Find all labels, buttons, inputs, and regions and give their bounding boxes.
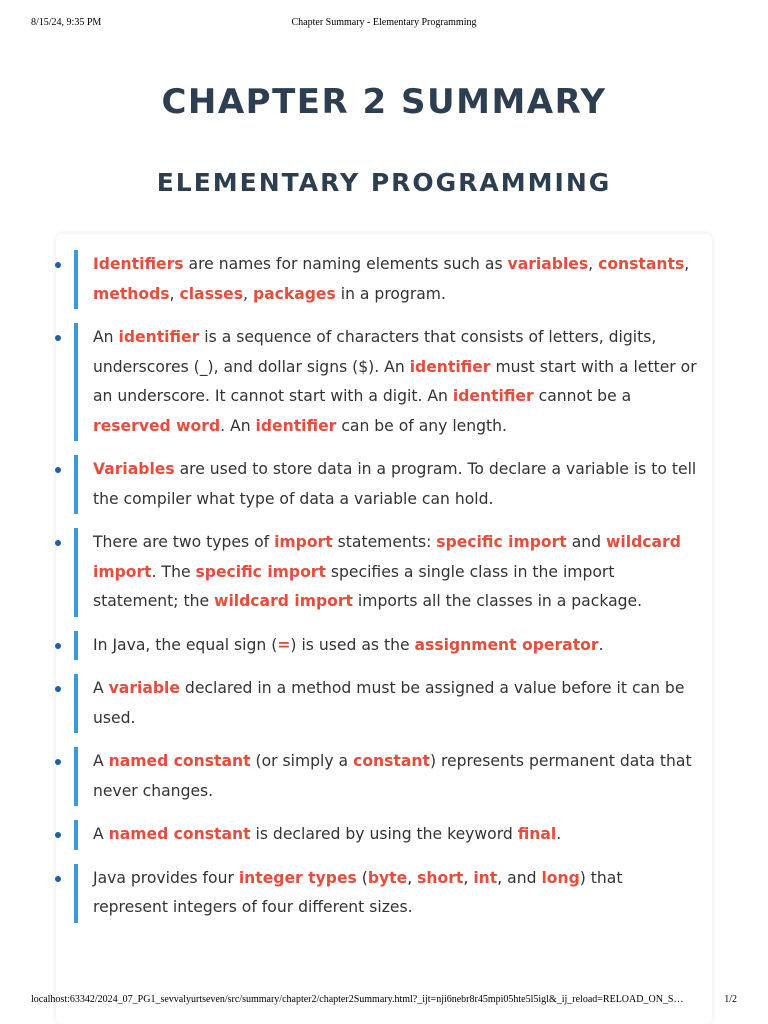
bullet-icon (55, 643, 61, 649)
summary-text (93, 747, 697, 806)
summary-text-segment: . The (151, 562, 196, 581)
accent-bar (74, 250, 78, 309)
accent-bar (74, 864, 78, 923)
summary-text (93, 674, 697, 733)
bullet-icon (55, 335, 61, 341)
summary-text-segment: ) is used as the (290, 635, 415, 654)
summary-text-segment: statements: (332, 533, 437, 551)
summary-text (93, 250, 697, 309)
summary-text-segment: is declared by using the keyword (250, 825, 518, 843)
keyword: = (277, 635, 291, 654)
summary-item (0, 455, 768, 514)
summary-text (93, 323, 697, 441)
summary-text-segment: ) that represent integers of four different sizes. (93, 868, 623, 916)
print-header (0, 17, 768, 31)
keyword: assignment operator (414, 635, 599, 654)
summary-item (0, 747, 768, 806)
page-title: CHAPTER 2 SUMMARY (161, 82, 607, 122)
summary-text-segment: ( (356, 868, 368, 887)
summary-text-segment: are names for naming elements such as (183, 255, 508, 273)
summary-text-segment: can be of any length. (336, 416, 508, 435)
summary-text-segment: . (556, 825, 562, 843)
summary-item (0, 674, 768, 733)
keyword: named constant (108, 825, 251, 843)
keyword: classes (179, 284, 244, 303)
summary-text (93, 631, 697, 661)
keyword: constants (598, 255, 685, 273)
summary-text-segment: , (407, 868, 418, 887)
page-number: 1/2 (724, 994, 737, 1005)
summary-text-segment: . (598, 635, 604, 654)
keyword: specific import (436, 533, 567, 551)
summary-text-segment: are used to store data in a program. To declare a variable is to tell the compiler what type of data a variable can hold. (93, 460, 697, 508)
keyword: variable (108, 679, 180, 697)
keyword: variables (507, 255, 589, 273)
accent-bar (74, 323, 78, 441)
bullet-icon (55, 759, 61, 765)
summary-item (0, 631, 768, 661)
keyword: long (541, 868, 580, 887)
summary-text-segment: is a sequence of characters that consists of letters, digits, underscores (_), and dollar signs ($). An (93, 328, 657, 376)
keyword: identifier (452, 387, 534, 405)
print-document-title: Chapter Summary - Elementary Programming (291, 17, 477, 28)
summary-text (93, 820, 697, 850)
summary-text-segment: , (243, 284, 253, 303)
summary-text-segment: , (588, 255, 599, 273)
summary-item (0, 528, 768, 617)
bullet-icon (55, 540, 61, 546)
summary-text-segment: A (93, 825, 109, 843)
summary-text-segment: in a program. (335, 284, 446, 303)
summary-item (0, 864, 768, 923)
summary-text-segment: , (684, 255, 690, 273)
keyword: import (274, 533, 333, 551)
summary-text-segment: A (93, 679, 109, 697)
summary-text-segment: , (463, 868, 474, 887)
summary-text-segment: declared in a method must be assigned a value before it can be used. (93, 679, 685, 727)
keyword: wildcard import (214, 592, 353, 610)
summary-text-segment: . An (220, 416, 256, 435)
keyword: named constant (108, 752, 251, 770)
summary-text-segment: , (169, 284, 180, 303)
keyword: integer types (238, 868, 357, 887)
accent-bar (74, 820, 78, 850)
print-footer (0, 994, 768, 1008)
print-url: localhost:63342/2024_07_PG1_sevvalyurtseven/src/summary/chapter2/chapter2Summary.html?_ijt=nji6nebr8r45mpi05hte5l5igl&_ij_reload=RELOAD_ON_S… (31, 994, 684, 1005)
bullet-icon (55, 686, 61, 692)
summary-text-segment: A (93, 752, 109, 770)
accent-bar (74, 674, 78, 733)
summary-text-segment: There are two types of (93, 533, 275, 551)
keyword: identifier (118, 328, 200, 346)
bullet-icon (55, 832, 61, 838)
summary-text-segment: specifies a single class in the import statement; the (93, 562, 615, 610)
summary-text-segment: ) represents permanent data that never changes. (93, 752, 692, 800)
summary-item (0, 323, 768, 441)
summary-text (93, 528, 697, 617)
summary-item (0, 250, 768, 309)
summary-text-segment: imports all the classes in a package. (352, 592, 643, 610)
keyword: wildcard import (93, 533, 681, 581)
keyword: constant (353, 752, 430, 770)
keyword: identifier (409, 357, 491, 376)
keyword: Identifiers (93, 255, 184, 273)
keyword: methods (93, 284, 170, 303)
keyword: byte (367, 868, 408, 887)
page-subtitle: ELEMENTARY PROGRAMMING (156, 168, 612, 197)
keyword: short (417, 868, 464, 887)
accent-bar (74, 631, 78, 661)
keyword: Variables (93, 460, 175, 478)
summary-text-segment: , and (497, 868, 542, 887)
bullet-icon (55, 876, 61, 882)
summary-text-segment: and (566, 533, 606, 551)
summary-text-segment: Java provides four (93, 868, 239, 887)
accent-bar (74, 455, 78, 514)
keyword: specific import (195, 562, 326, 581)
accent-bar (74, 747, 78, 806)
summary-item (0, 820, 768, 850)
summary-text (93, 455, 697, 514)
summary-text-segment: cannot be a (533, 387, 632, 405)
keyword: packages (252, 284, 336, 303)
keyword: int (473, 868, 498, 887)
keyword: identifier (255, 416, 337, 435)
summary-text-segment: (or simply a (250, 752, 354, 770)
keyword: reserved word (93, 416, 221, 435)
keyword: final (517, 825, 557, 843)
bullet-icon (55, 262, 61, 268)
summary-text-segment: must start with a letter or an underscore. It cannot start with a digit. An (93, 357, 697, 405)
summary-text-segment: In Java, the equal sign ( (93, 635, 278, 654)
print-date: 8/15/24, 9:35 PM (31, 17, 102, 28)
bullet-icon (55, 467, 61, 473)
summary-text (93, 864, 697, 923)
summary-list (0, 250, 768, 937)
summary-text-segment: An (93, 328, 119, 346)
accent-bar (74, 528, 78, 617)
